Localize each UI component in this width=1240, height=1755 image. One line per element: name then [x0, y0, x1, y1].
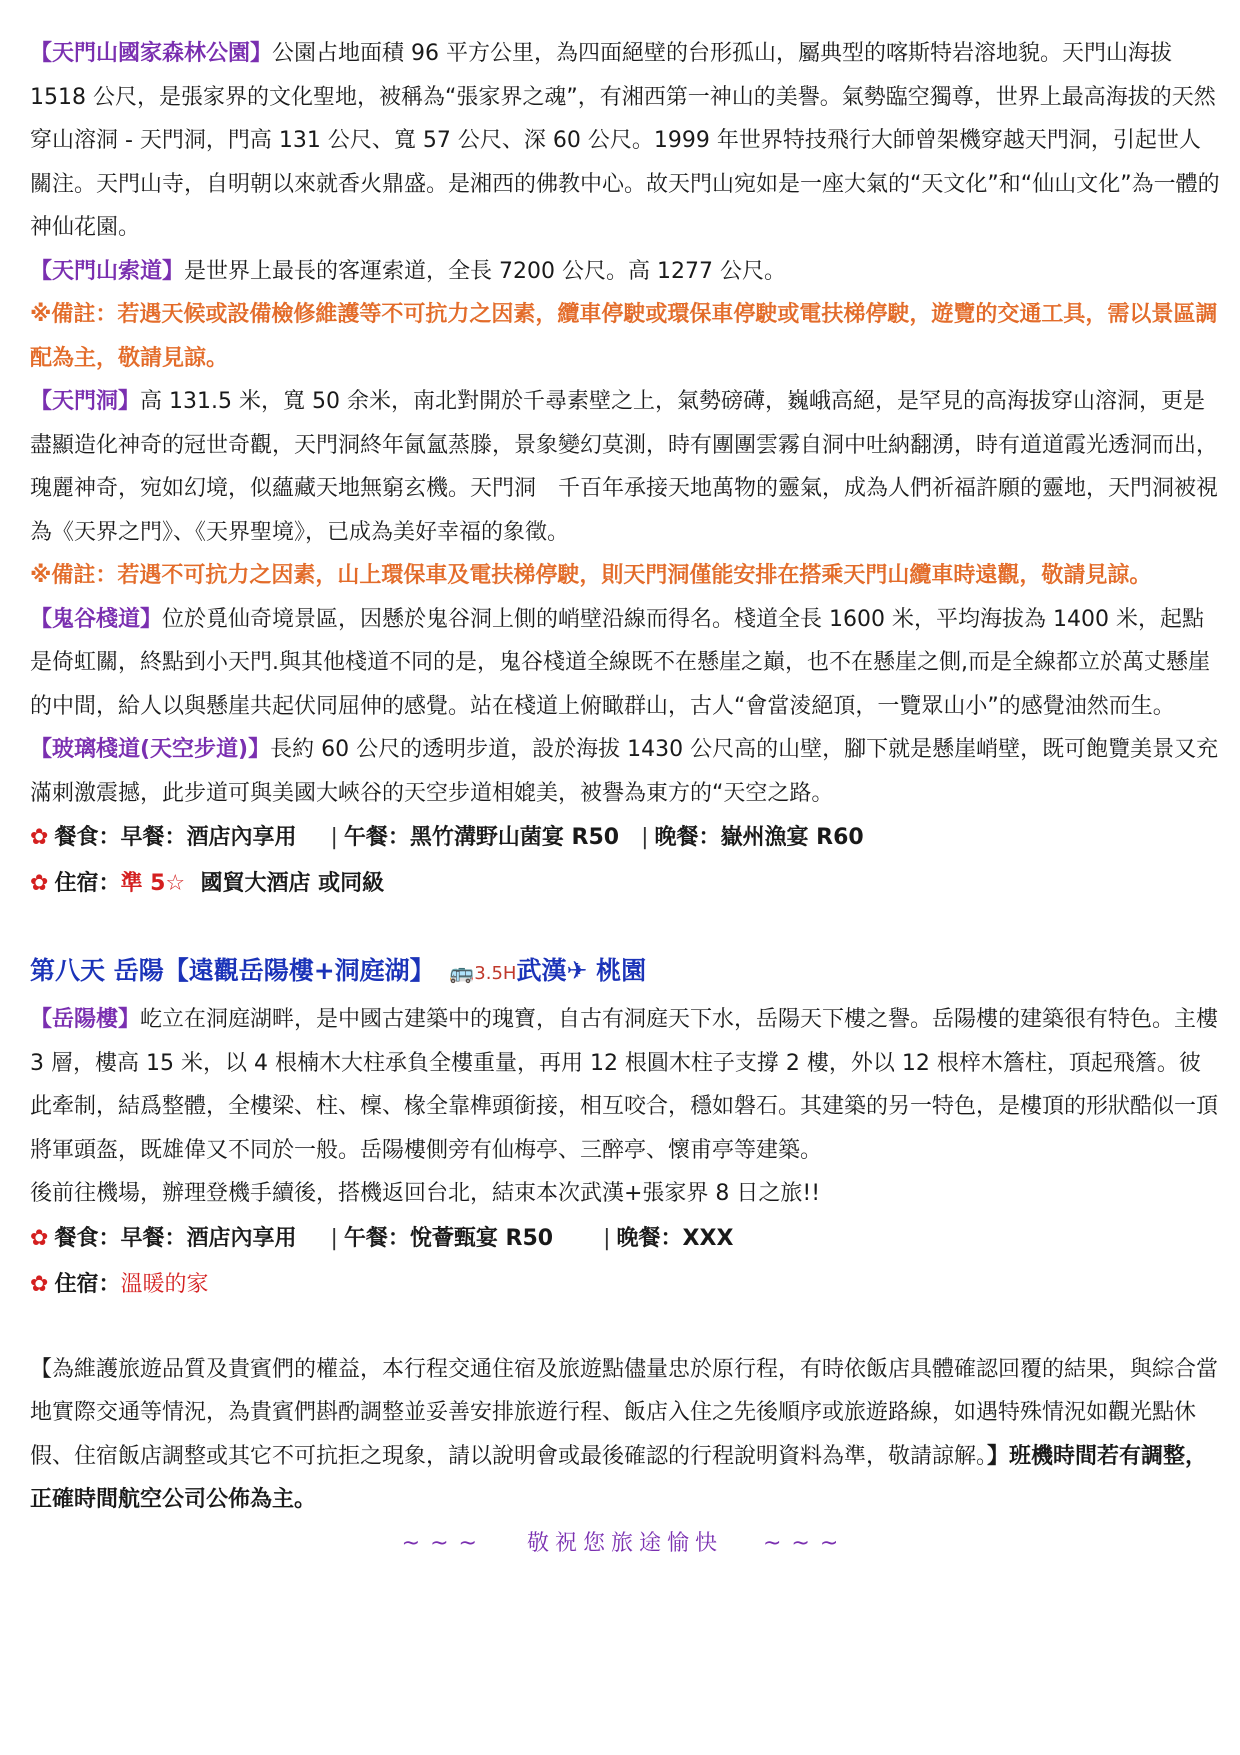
text-tianmen-cave: 高 131.5 米，寬 50 余米，南北對開於千尋素壁之上，氣勢磅礡，巍峨高絕，是罕見的高海拔穿山溶洞，更是盡顯造化神奇的冠世奇觀，天門洞終年氤氳蒸滕，景象變幻莫測，時有團團雲霧自洞中吐納翻湧，時有道道霞光透洞而出，瑰麗神奇，宛如幻境，似蘊藏天地無窮玄機。天門洞 千百年承接天地萬物的靈氣，成為人們祈福許願的靈地，天門洞被視為《天界之門》、《天界聖境》，已成為美好幸福的象徵。: [30, 389, 1219, 545]
text-cableway: 是世界上最長的客運索道，全長 7200 公尺。高 1277 公尺。: [184, 258, 786, 284]
heading-tianmen-park: 【天門山國家森林公園】: [30, 41, 273, 66]
meal-lunch: 午餐：悅薈甄宴 R50: [343, 1225, 554, 1251]
closing-text: 敬祝您旅途愉快: [526, 1530, 723, 1556]
disclaimer: [30, 1348, 1220, 1522]
flower-icon: ✿: [30, 871, 49, 896]
text-guigu: 位於覓仙奇境景區，因懸於鬼谷洞上側的峭壁沿線而得名。棧道全長 1600 米，平均海拔為 1400 米，起點是倚虹關，終點到小天門.與其他棧道不同的是，鬼谷棧道全線既不在懸崖之巔，也不在懸崖之側,而是全線都立於萬丈懸崖的中間，給人以與懸崖共起伏同屈伸的感覺。站在棧道上俯瞰群山，古人“會當淩絕頂，一覽眾山小”的感覺油然而生。: [30, 606, 1210, 719]
paragraph-glass-walkway: [30, 728, 1220, 815]
heading-cableway: 【天門山索道】: [30, 258, 185, 284]
star-icon: ☆: [165, 871, 186, 896]
separator: |: [330, 825, 338, 850]
flower-icon: ✿: [30, 1225, 49, 1251]
flower-icon: ✿: [30, 1271, 49, 1297]
paragraph-cableway: [30, 250, 1220, 294]
disclaimer-text: 【為維護旅遊品質及貴賓們的權益，本行程交通住宿及旅遊點儘量忠於原行程，有時依飯店具體確認回覆的結果，與綜合當地實際交通等情況，為貴賓們斟酌調整並妥善安排旅遊行程、飯店入住之先後順序或旅遊路線，如遇特殊情況如觀光點休假、住宿飯店調整或其它不可抗拒之現象，請以說明會或最後確認的行程說明資料為準，敬請諒解。: [30, 1356, 1219, 1469]
heading-yueyang: 【岳陽樓】: [30, 1007, 141, 1032]
meal-lunch: 午餐：黑竹溝野山菌宴 R50: [343, 825, 620, 850]
paragraph-return: 後前往機場，辦理登機手續後，搭機返回台北，結束本次武漢+張家界 8 日之旅!!: [30, 1181, 821, 1206]
paragraph-tianmen-park: [30, 32, 1220, 250]
tilde-right: ~~~: [763, 1530, 849, 1556]
lodging-day7: [30, 861, 1220, 907]
heading-tianmen-cave: 【天門洞】: [30, 389, 141, 414]
text-yueyang: 屹立在洞庭湖畔，是中國古建築中的瑰寶，自古有洞庭天下水，岳陽天下樓之譽。岳陽樓的建築很有特色。主樓 3 層，樓高 15 米，以 4 根楠木大柱承負全樓重量，再用 12 根圓木柱子支撐 2 樓，外以 12 根梓木簷柱，頂起飛簷。彼此牽制，結爲整體，全樓梁、柱、檁、椽全靠榫頭銜接，相互咬合，穩如磐石。其建築的另一特色，是樓頂的形狀酷似一頂將軍頭盔，既雄偉又不同於一般。岳陽樓側旁有仙梅亭、三醉亭、懷甫亭等建築。: [30, 1007, 1219, 1163]
paragraph-guigu: [30, 598, 1220, 729]
meals-day7: [30, 815, 1220, 861]
note-tianmen-cave: ※備註：若遇不可抗力之因素，山上環保車及電扶梯停駛，則天門洞僅能安排在搭乘天門山纜車時遠觀，敬請見諒。: [30, 563, 1152, 588]
separator: |: [641, 825, 649, 850]
day8-title-main: 第八天 岳陽【遠觀岳陽樓+洞庭湖】: [30, 956, 435, 985]
bus-icon: 🚌: [449, 960, 475, 984]
paragraph-yueyang: [30, 998, 1220, 1172]
paragraph-tianmen-cave: [30, 380, 1220, 554]
meal-breakfast: 餐食：早餐：酒店內享用: [54, 825, 297, 850]
disclaimer-flight-note: 】班機時間若有調整，正確時間航空公司公佈為主。: [30, 1443, 1208, 1512]
hotel-grade: 準 5: [120, 871, 166, 896]
hotel-name: 國貿大酒店 或同級: [200, 871, 385, 896]
meal-breakfast: 餐食：早餐：酒店內享用: [54, 1225, 297, 1251]
plane-icon: ✈: [566, 956, 588, 985]
heading-guigu: 【鬼谷棧道】: [30, 606, 163, 632]
lodging-label: 住宿：: [54, 871, 121, 896]
meals-day8: [30, 1216, 1220, 1262]
note-cableway: ※備註：若遇天候或設備檢修維護等不可抗力之因素，纜車停駛或環保車停駛或電扶梯停駛，遊覽的交通工具，需以景區調配為主，敬請見諒。: [30, 302, 1218, 371]
meal-dinner: 晚餐：XXX: [616, 1225, 734, 1251]
tilde-left: ~~~: [401, 1530, 487, 1556]
day8-city-wuhan: 武漢: [516, 956, 567, 985]
lodging-day8: [30, 1262, 1220, 1308]
lodging-label: 住宿：: [54, 1271, 121, 1297]
text-glass-walkway: 長約 60 公尺的透明步道，設於海拔 1430 公尺高的山壁，腳下就是懸崖峭壁，既可飽覽美景又充滿刺激震撼，此步道可與美國大峽谷的天空步道相媲美，被譽為東方的“天空之路。: [30, 737, 1219, 806]
flower-icon: ✿: [30, 825, 49, 850]
heading-glass-walkway: 【玻璃棧道(天空步道)】: [30, 737, 271, 762]
lodging-value: 溫暖的家: [120, 1271, 209, 1297]
travel-hours: 3.5H: [474, 963, 517, 984]
separator: |: [603, 1225, 611, 1251]
closing-wish: [30, 1524, 1220, 1564]
meal-dinner: 晚餐：嶽州漁宴 R60: [654, 825, 864, 850]
text-tianmen-park: 公園占地面積 96 平方公里，為四面絕壁的台形孤山，屬典型的喀斯特岩溶地貌。天門山海拔 1518 公尺，是張家界的文化聖地，被稱為“張家界之魂”，有湘西第一神山的美譽。氣勢臨空獨尊，世界上最高海拔的天然穿山溶洞 - 天門洞，門高 131 公尺、寬 57 公尺、深 60 公尺。1999 年世界特技飛行大師曾架機穿越天門洞，引起世人關注。天門山寺，自明朝以來就香火鼎盛。是湘西的佛教中心。故天門山宛如是一座大氣的“天文化”和“仙山文化”為一體的神仙花園。: [30, 41, 1220, 240]
separator: |: [330, 1225, 338, 1251]
itinerary-page: [30, 32, 1220, 1564]
day8-city-taoyuan: 桃園: [587, 956, 647, 985]
day8-title: [30, 947, 1220, 998]
